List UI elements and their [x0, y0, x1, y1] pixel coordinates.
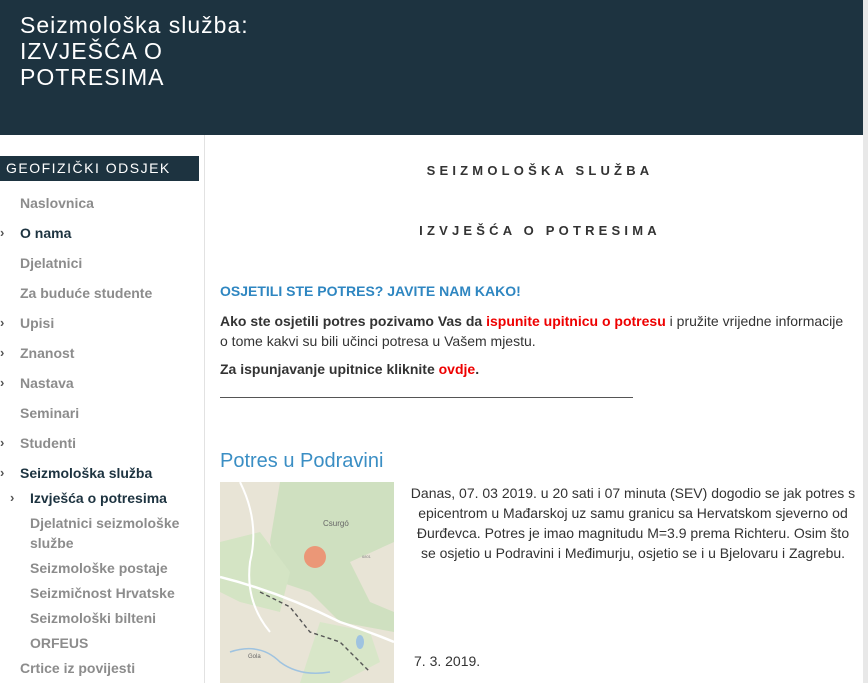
- sidebar-item-label: Seizmološka služba: [20, 465, 153, 481]
- map-graphic: [220, 482, 394, 683]
- felt-quake-heading[interactable]: OSJETILI STE POTRES? JAVITE NAM KAKO!: [220, 283, 521, 299]
- epicenter-map[interactable]: [220, 482, 394, 683]
- intro-rest: i pružite vrijedne informacije o tome kakvi su bili učinci potresa u Vašem mjestu.: [220, 313, 844, 349]
- chevron-right-icon: ›: [0, 225, 5, 240]
- sidebar-item-label: Studenti: [20, 435, 76, 451]
- map-label-town1: Csurgó: [323, 519, 349, 528]
- sidebar-item-label: Izvješća o potresima: [30, 490, 167, 506]
- sidebar-item-label: ORFEUS: [30, 635, 89, 651]
- chevron-right-icon: ›: [0, 345, 5, 360]
- intro-paragraph: [220, 311, 850, 351]
- news-date: 7. 3. 2019.: [414, 653, 481, 669]
- sidebar-item-label: Djelatnici: [20, 255, 83, 271]
- sidebar-item-label: Seminari: [20, 405, 80, 421]
- intro-text: Ako ste osjetili potres pozivamo Vas da: [220, 313, 487, 329]
- map-label-road: 6801: [362, 554, 371, 559]
- sidebar-item-label: Seizmološki bilteni: [30, 610, 157, 626]
- sidebar-title[interactable]: GEOFIZIČKI ODSJEK: [0, 156, 199, 181]
- site-title[interactable]: Seizmološka služba: IZVJEŠĆA O POTRESIMA: [20, 12, 249, 90]
- section-heading: SEIZMOLOŠKA SLUŽBA: [426, 163, 654, 178]
- site-header: [0, 0, 863, 135]
- page-heading: IZVJEŠĆA O POTRESIMA: [419, 223, 661, 238]
- scrollbar-track[interactable]: [863, 0, 868, 683]
- chevron-right-icon: ›: [0, 315, 5, 330]
- news-title[interactable]: Potres u Podravini: [220, 450, 384, 472]
- here-link[interactable]: ovdje: [438, 361, 476, 377]
- click-paragraph: [220, 361, 479, 377]
- sidebar-item-label: Seizmološke postaje: [30, 560, 168, 576]
- news-text: Danas, 07. 03 2019. u 20 sati i 07 minuta (SEV) dogodio se jak potres s epicentrom u Mađarskoj uz samu granicu sa Hervatskom sjeverno od Đurđevca. Potres je imao magnitudu M=3.9 prema Richteru. Osim što se osjetio u Podravini i Međimurju, osjetio se i u Bjelovaru i Zagrebu.: [410, 485, 856, 561]
- sidebar-item-label: Seizmičnost Hrvatske: [30, 585, 175, 601]
- sidebar-item-label: Za buduće studente: [20, 285, 153, 301]
- chevron-right-icon: ›: [0, 465, 5, 480]
- map-label-town2: Gola: [248, 654, 261, 660]
- sidebar-item-label: Nastava: [20, 375, 74, 391]
- click-end: .: [475, 361, 480, 377]
- click-text: Za ispunjavanje upitnice kliknite: [220, 361, 439, 377]
- chevron-right-icon: ›: [0, 375, 5, 390]
- sidebar-item-label: Djelatnici seizmološke službe: [30, 515, 180, 551]
- sidebar-item-label: Crtice iz povijesti: [20, 660, 136, 676]
- sidebar: [0, 135, 205, 683]
- sidebar-item-label: Znanost: [20, 345, 75, 361]
- questionnaire-link[interactable]: ispunite upitnicu o potresu: [486, 313, 666, 329]
- chevron-right-icon: ›: [0, 435, 5, 450]
- sidebar-item-label: Upisi: [20, 315, 55, 331]
- sidebar-item-label: O nama: [20, 225, 72, 241]
- divider: [220, 397, 633, 398]
- sidebar-item-label: Naslovnica: [20, 195, 94, 211]
- chevron-right-icon: ›: [10, 490, 15, 505]
